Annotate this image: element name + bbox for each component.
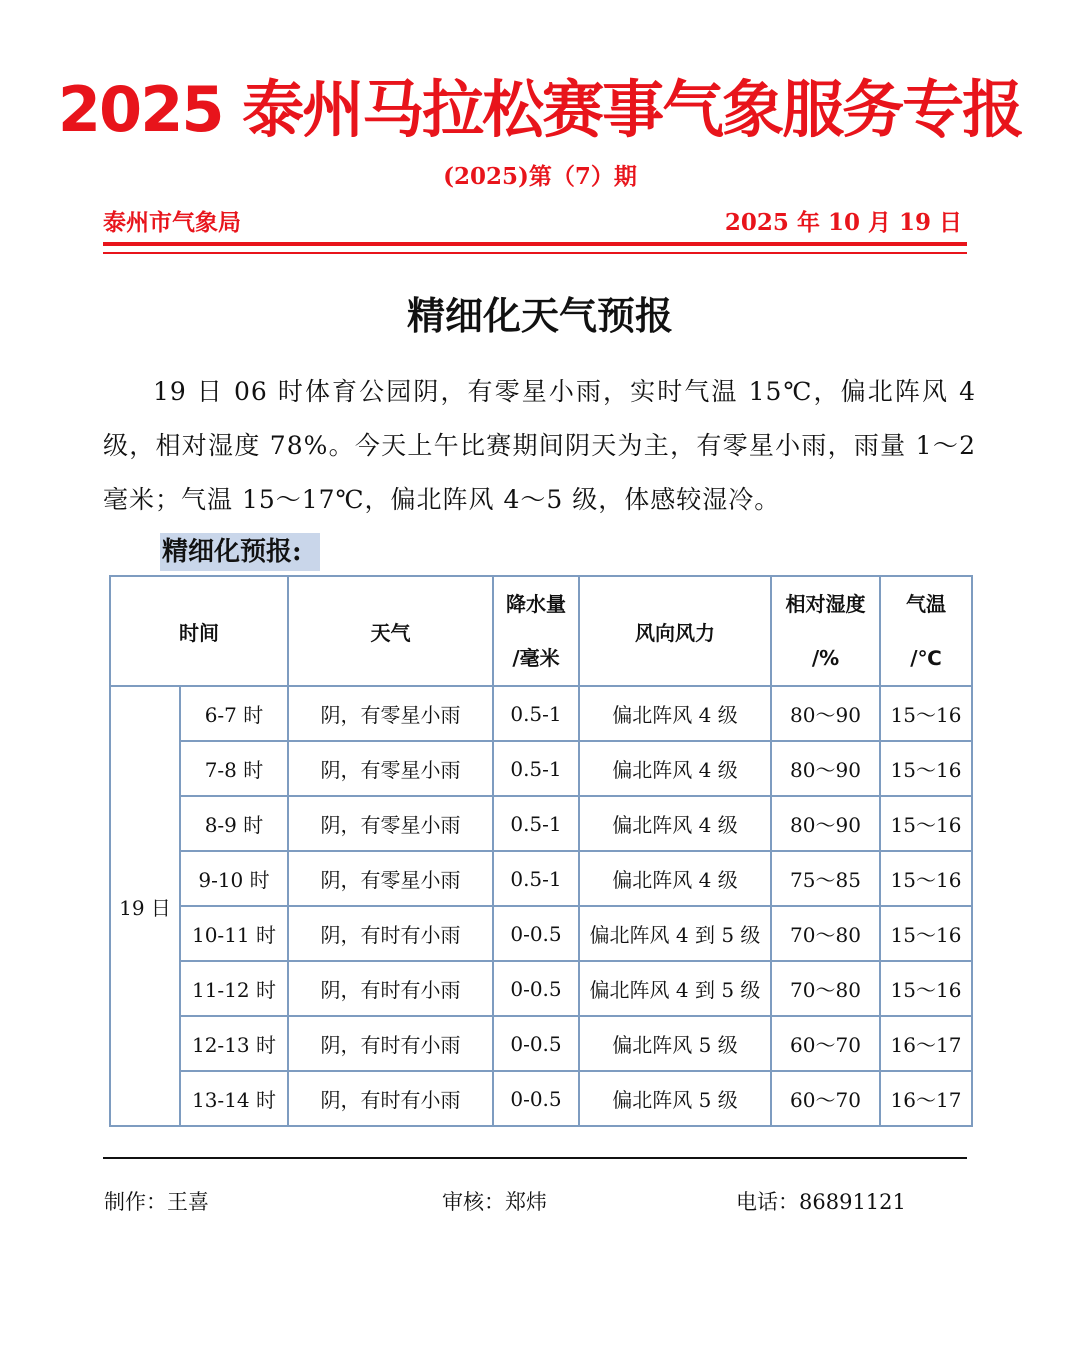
temp-cell: 15～16 [880,961,972,1016]
humidity-cell: 60～70 [771,1016,880,1071]
temp-cell: 15～16 [880,741,972,796]
humidity-cell: 60～70 [771,1071,880,1126]
issue-number: (2025)第（7）期 [443,163,637,190]
wind-cell: 偏北阵风 5 级 [579,1071,771,1126]
footer-phone: 电话：86891121 [736,1190,906,1214]
temp-cell: 15～16 [880,851,972,906]
wind-cell: 偏北阵风 4 级 [579,686,771,741]
header-wind: 风向风力 [579,576,771,686]
time-cell: 11-12 时 [180,961,288,1016]
wind-cell: 偏北阵风 5 级 [579,1016,771,1071]
weather-cell: 阴，有时有小雨 [288,906,493,961]
temp-cell: 15～16 [880,906,972,961]
humidity-cell: 80～90 [771,796,880,851]
header-humidity-label: 相对湿度 [785,592,866,616]
header-divider-thin [103,252,967,254]
weather-cell: 阴，有时有小雨 [288,1071,493,1126]
footer-reviewer: 审核：郑炜 [442,1190,547,1214]
time-cell: 8-9 时 [180,796,288,851]
weather-cell: 阴，有零星小雨 [288,741,493,796]
precip-cell: 0-0.5 [493,961,579,1016]
weather-cell: 阴，有时有小雨 [288,1016,493,1071]
table-row [110,906,972,961]
table-row [110,851,972,906]
forecast-table [109,575,973,1127]
time-cell: 13-14 时 [180,1071,288,1126]
issue-date: 2025 年 10 月 19 日 [724,209,962,236]
humidity-cell: 70～80 [771,961,880,1016]
forecast-summary: 19 日 06 时体育公园阴，有零星小雨，实时气温 15℃，偏北阵风 4 级，相对湿度 78%。今天上午比赛期间阴天为主，有零星小雨，雨量 1～2 毫米；气温 15～17℃，偏北阵风 4～5 级，体感较湿冷。 [103,377,976,514]
humidity-cell: 70～80 [771,906,880,961]
precip-cell: 0.5-1 [493,741,579,796]
section-title: 精细化天气预报 [406,293,673,338]
temp-cell: 15～16 [880,686,972,741]
header-time: 时间 [110,576,288,686]
header-precipitation [493,576,579,686]
header-humidity [771,576,880,686]
time-cell: 12-13 时 [180,1016,288,1071]
weather-cell: 阴，有时有小雨 [288,961,493,1016]
table-row [110,796,972,851]
precip-cell: 0.5-1 [493,796,579,851]
day-cell: 19 日 [110,686,180,1126]
table-row [110,1016,972,1071]
issuing-agency: 泰州市气象局 [103,209,241,236]
humidity-cell: 75～85 [771,851,880,906]
precip-cell: 0-0.5 [493,1016,579,1071]
footer-divider [103,1157,967,1159]
header-temp-label: 气温 [906,592,946,616]
time-cell: 7-8 时 [180,741,288,796]
humidity-cell: 80～90 [771,741,880,796]
precip-cell: 0-0.5 [493,1071,579,1126]
header-temp-unit: /℃ [910,646,942,670]
table-row [110,961,972,1016]
wind-cell: 偏北阵风 4 级 [579,796,771,851]
header-weather: 天气 [288,576,493,686]
precip-cell: 0.5-1 [493,686,579,741]
report-title: 2025 泰州马拉松赛事气象服务专报 [57,73,1023,146]
header-precip-unit: /毫米 [512,646,560,670]
humidity-cell: 80～90 [771,686,880,741]
time-cell: 9-10 时 [180,851,288,906]
precip-cell: 0-0.5 [493,906,579,961]
precip-cell: 0.5-1 [493,851,579,906]
wind-cell: 偏北阵风 4 到 5 级 [579,906,771,961]
wind-cell: 偏北阵风 4 级 [579,851,771,906]
weather-cell: 阴，有零星小雨 [288,796,493,851]
header-divider-thick [103,242,967,246]
time-cell: 10-11 时 [180,906,288,961]
temp-cell: 15～16 [880,796,972,851]
header-precip-label: 降水量 [506,592,566,616]
weather-cell: 阴，有零星小雨 [288,851,493,906]
header-temperature [880,576,972,686]
footer-maker: 制作：王喜 [104,1190,209,1214]
table-row [110,686,972,741]
header-humidity-unit: /% [811,646,840,670]
temp-cell: 16～17 [880,1071,972,1126]
wind-cell: 偏北阵风 4 到 5 级 [579,961,771,1016]
table-row [110,741,972,796]
time-cell: 6-7 时 [180,686,288,741]
weather-cell: 阴，有零星小雨 [288,686,493,741]
wind-cell: 偏北阵风 4 级 [579,741,771,796]
table-subheading: 精细化预报: [160,533,320,571]
table-row [110,1071,972,1126]
temp-cell: 16～17 [880,1016,972,1071]
table-header-row [110,576,972,686]
